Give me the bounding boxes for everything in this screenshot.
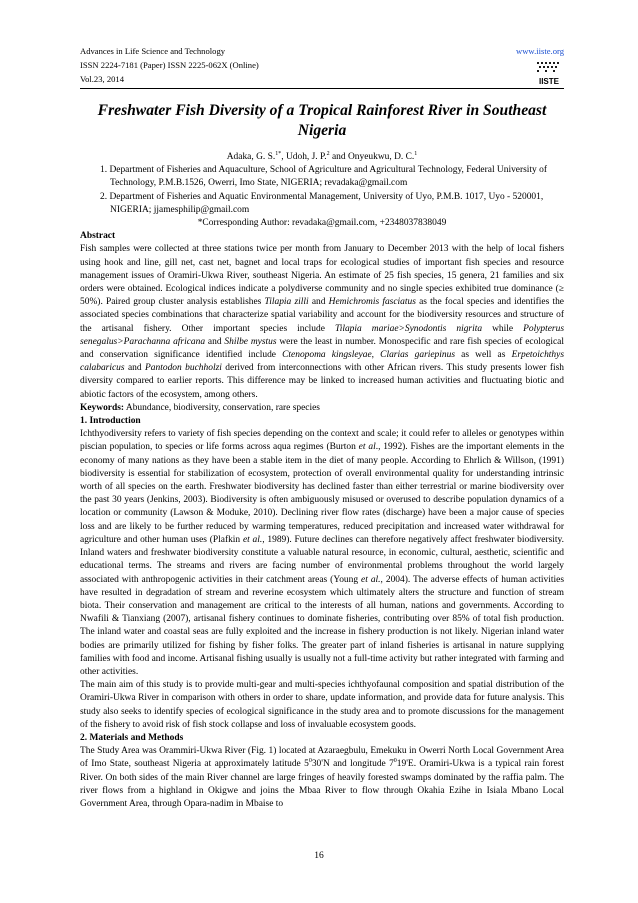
methods-paragraph-1: The Study Area was Orammiri-Ukwa River (Fig. 1) located at Azaraegbulu, Emekuku in Owerri North Local Government Area of Imo State, southeast Nigeria at approximately latitude $5^030'N$ and longitude $7^019'E$. Oramiri-Ukwa is a typical rain forest River. On both sides of the main River channel are large fringes of heavily forested swamps dominated by the raffia palm. The river flows from a highland in Okigwe and joins the Mbaa River to flow through Okahia Ezihe in Isiala Mbano Local Government Area, through Opara-nadim in Mbaise to bbox=[80, 746, 564, 809]
affiliation-1: 1. Department of Fisheries and Aquaculture, School of Agriculture and Agricultural Technology, Federal University of Technology, P.M.B.1526, Owerri, Imo State, NIGERIA; revadaka@gmail.com bbox=[100, 165, 547, 189]
abstract-text: Fish samples were collected at three stations twice per month from January to December 2013 with the help of local fishers using hook and line, gill net, cast net, bagnet and local traps for ecological studies of important fish species and resource management issues of Oramiri-Ukwa River, southeast Nigeria. An estimate of 25 fish species, 15 genera, 21 families and six orders were obtained. Ecological indices indicate a polydiverse community and no single species exhibited true dominance (≥ 50%). Paired group cluster analysis establishes Tilapia zilli and Hemichromis fasciatus as the focal species and identifies the associated species combinations that characterize spatial variability and account for the biodiversity resources and structure of the artisanal fishery. Other important species include Tilapia mariae>Synodontis nigrita while Polypterus senegalus>Parachanna africana and Shilbe mystus were the least in number. Monospecific and rare fish species of ecological and conservation significance identified include Ctenopoma kingsleyae, Clarias gariepinus as well as Erpetoichthys calabaricus and Pantodon buchholzi derived from interconnections with other African rivers. This study presents lower fish diversity compared to earlier reports. This difference may be linked to increased human activities and fluctuating biotic and abiotic factors of the ecosystem, among others. bbox=[80, 244, 564, 400]
section-1-heading: 1. Introduction bbox=[80, 416, 141, 427]
intro-paragraph-2: The main aim of this study is to provide multi-gear and multi-species ichthyofaunal composition and spatial distribution of the Oramiri-Ukwa River in comparison with others in order to share, update information, and provide data for future analysis. This study also seeks to identify species of ecological significance in the study area and to promote discussions for the management of the fishery to avoid risk of fish stock collapse and loss of invaluable ecosystem goods. bbox=[80, 680, 564, 730]
iiste-logo-icon bbox=[534, 58, 564, 88]
abstract-heading: Abstract bbox=[80, 231, 116, 242]
author-3: and Onyeukwu, D. C. bbox=[329, 152, 415, 162]
corresponding-author: *Corresponding Author: revadaka@gmail.com, +2348037838049 bbox=[197, 218, 447, 229]
paper-body bbox=[80, 151, 564, 811]
keywords-text: Abundance, biodiversity, conservation, rare species bbox=[124, 402, 320, 413]
author-3-sup: 1 bbox=[414, 150, 418, 157]
issn-line: ISSN 2224-7181 (Paper) ISSN 2225-062X (Online) bbox=[80, 60, 259, 70]
section-2-heading: 2. Materials and Methods bbox=[80, 732, 184, 743]
header-rule bbox=[80, 88, 564, 89]
author-1: Adaka, G. S. bbox=[226, 152, 276, 162]
paper-title: Freshwater Fish Diversity of a Tropical Rainforest River in Southeast Nigeria bbox=[97, 102, 547, 139]
page-number: 16 bbox=[314, 851, 324, 861]
author-line bbox=[80, 151, 564, 164]
author-1-sup: 1* bbox=[275, 150, 282, 157]
journal-url-link[interactable]: www.iiste.org bbox=[516, 46, 564, 56]
author-2-sup: 2 bbox=[326, 150, 330, 157]
keywords bbox=[80, 402, 564, 415]
intro-paragraph-1: Ichthyodiversity refers to variety of fish species depending on the context and scale; it could refer to alleles or genotypes within piscian population, to species or life forms across aqua regimes (Burton et al., 1992). Fishes are the important elements in the economy of many nations as they have been a stable item in the diet of many people. According to Ehrlich & Willson, (1991) biodiversity is essential for stabilization of ecosystem, protection of overall environmental quality for understanding intrinsic worth of all species on the earth. Freshwater biodiversity has declined faster than either terrestrial or marine biodiversity over the past 30 years (Jenkins, 2003). Biodiversity is often ambiguously misused or overused to describe population dynamics of a location or community (Lawson & Moduke, 2010). Declining river flow rates (discharge) have been a major cause of species loss and are likely to be further reduced by warming temperatures, reduced precipitation and increased water withdrawal for agriculture and other human uses (Plafkin et al., 1989). Future declines can therefore negatively affect freshwater biodiversity. Inland waters and freshwater biodiversity constitute a valuable natural resource, in economic, cultural, aesthetic, scientific and educational terms. The streams and rivers are facing number of environmental problems throughout the world largely associated with anthropogenic activities in their catchment areas (Young et al., 2004). The adverse effects of human activities have resulted in degradation of stream and reverine ecosystem which ultimately alters the structure and function of stream biota. Their conservation and management are critical to the interests of all human, nations and governments. According to Nwafili & Tianxiang (2007), artisanal fishery continues to dominate fisheries, contributing over 85% of total fish production. The inland water and coastal seas are fully exploited and the increase in fishery production is not likely. Nigerian inland water bodies are primarily utilized for fishing by fisher folks. The greater part of inland fisheries is artisanal in nature supplying families with food and income. Artisanal fishing usually is usually not a full-time activity but rather integrated with farming and other activities. bbox=[80, 429, 565, 677]
logo-text: IISTE bbox=[538, 77, 560, 86]
keywords-label: Keywords: bbox=[80, 402, 125, 413]
volume-line: Vol.23, 2014 bbox=[80, 74, 125, 84]
affiliation-2: 2. Department of Fisheries and Aquatic Environmental Management, University of Uyo, P.M.B. 1017, Uyo - 520001, NIGERIA; jjamesphilip@gmail.com bbox=[100, 191, 544, 215]
journal-name: Advances in Life Science and Technology bbox=[80, 46, 226, 56]
author-2: , Udoh, J. P. bbox=[281, 152, 327, 162]
